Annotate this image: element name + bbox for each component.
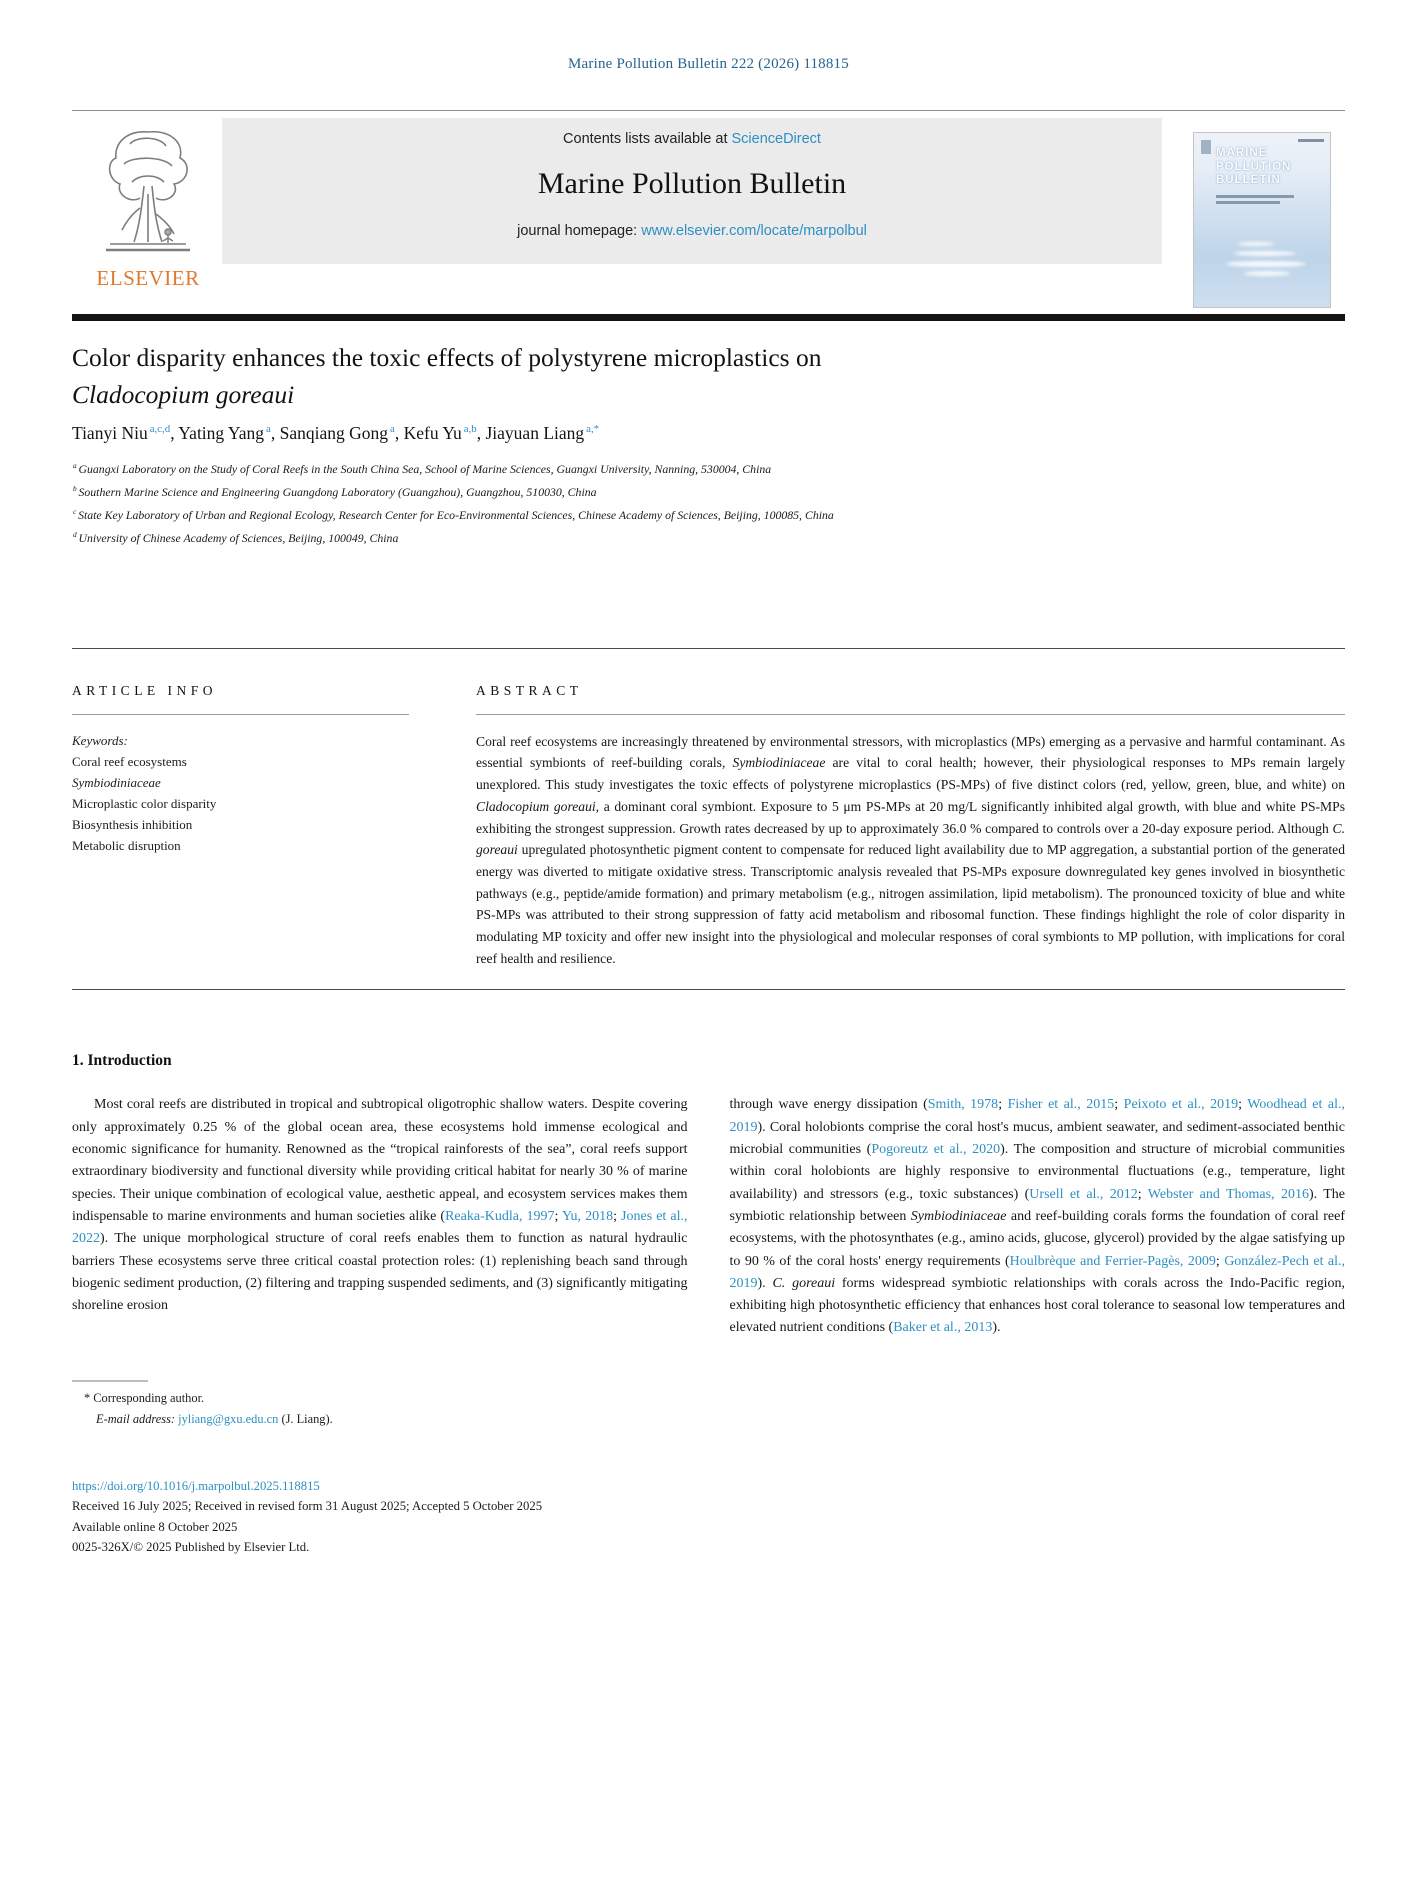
- cover-title: [1216, 147, 1291, 188]
- keyword-item: Symbiodiniaceae: [72, 774, 161, 790]
- elsevier-tree-icon: [96, 124, 200, 264]
- doi-link[interactable]: https://doi.org/10.1016/j.marpolbul.2025.118815: [72, 1478, 320, 1493]
- intro-left-column: [72, 1094, 688, 1339]
- keyword-item: Microplastic color disparity: [72, 795, 217, 811]
- cover-wave-graphic: [1226, 261, 1306, 267]
- text-segment: ). Coral holobionts comprise the coral host's mucus, ambient seawater, and sediment-associated benthic microbial communities (: [729, 1119, 1345, 1158]
- text-segment: (J. Liang).: [278, 1411, 333, 1426]
- text-segment: Contents lists available at: [563, 131, 732, 147]
- inline-link[interactable]: Jones et al., 2022: [72, 1208, 688, 1247]
- cover-wave-graphic: [1234, 251, 1296, 256]
- inline-link[interactable]: a,*: [586, 423, 600, 436]
- corresponding-author-note: * Corresponding author.: [84, 1390, 205, 1405]
- copyright-line: 0025-326X/© 2025 Published by Elsevier Ltd.: [72, 1540, 310, 1555]
- section-heading-introduction: 1. Introduction: [72, 1052, 172, 1070]
- inline-link[interactable]: ScienceDirect: [731, 131, 821, 147]
- inline-link[interactable]: Pogoreutz et al., 2020: [871, 1142, 1001, 1158]
- text-segment: b: [73, 483, 79, 493]
- inline-link[interactable]: Reaka-Kudla, 1997: [445, 1208, 555, 1224]
- affiliation-c: [72, 502, 1345, 525]
- article-info-column: [72, 683, 409, 970]
- inline-link[interactable]: Yu, 2018: [561, 1208, 614, 1224]
- abstract-body: [476, 731, 1345, 970]
- abstract-heading: ABSTRACT: [476, 682, 583, 698]
- text-segment: ). The composition and structure of microbial communities within coral holobionts are highly responsive to environmental fluctuations (e.g., temperature, light availability) and stressors (e.g., toxic substances) (: [729, 1142, 1345, 1202]
- masthead: [72, 118, 1345, 314]
- cover-title-line: BULLETIN: [1216, 174, 1281, 186]
- cover-title-line: MARINE: [1216, 147, 1268, 159]
- footnote-rule: [72, 1380, 148, 1382]
- masthead-box: [222, 118, 1162, 264]
- cover-title-line: POLLUTION: [1216, 160, 1292, 173]
- contents-line: [222, 118, 1162, 147]
- black-divider-bar: [72, 314, 1345, 321]
- text-segment: and reef-building corals forms the foundation of coral reef ecosystems, with the photosynthates (e.g., amino acids, glucose, glycerol) provided by the algae satisfying up to 90 % of the coral hosts' energy requirements (: [729, 1208, 1345, 1269]
- email-line: [72, 1409, 1345, 1430]
- keyword-item: Coral reef ecosystems: [72, 753, 187, 769]
- inline-link[interactable]: González-Pech et al., 2019: [729, 1253, 1345, 1291]
- inline-link[interactable]: Fisher et al., 2015: [1007, 1097, 1115, 1113]
- text-segment: , Kefu Yu: [394, 423, 462, 443]
- footnote-block: [72, 1380, 1345, 1430]
- abstract-column: [476, 683, 1345, 970]
- text-segment: d: [73, 529, 79, 539]
- text-segment: ;: [613, 1208, 622, 1224]
- cover-issn-placeholder: [1298, 139, 1324, 142]
- text-segment: Guangxi Laboratory on the Study of Coral Reefs in the South China Sea, School of Marine Sciences, Guangxi University, Nanning, 530004, China: [78, 461, 772, 476]
- cover-subtitle-placeholder: [1216, 201, 1280, 204]
- cover-elsevier-mark-icon: [1201, 140, 1211, 154]
- inline-link[interactable]: a,b: [463, 423, 477, 436]
- inline-link[interactable]: a: [390, 423, 395, 436]
- cover-wave-graphic: [1238, 242, 1274, 246]
- text-segment: ;: [1238, 1097, 1248, 1113]
- homepage-line: [222, 223, 1162, 239]
- text-segment: journal homepage:: [517, 223, 642, 239]
- text-segment: a: [73, 461, 79, 470]
- keywords-label: Keywords:: [72, 732, 128, 748]
- introduction-body: [72, 1094, 1345, 1339]
- publication-metadata: [72, 1476, 1345, 1558]
- affiliation-a: [72, 456, 1345, 479]
- inline-link[interactable]: Woodhead et al., 2019: [729, 1097, 1345, 1135]
- available-online-line: Available online 8 October 2025: [72, 1519, 238, 1534]
- text-segment: ;: [554, 1208, 562, 1224]
- text-segment: Cladocopium goreaui: [476, 798, 596, 814]
- text-segment: ).: [757, 1275, 773, 1291]
- inline-link[interactable]: Peixoto et al., 2019: [1123, 1097, 1239, 1113]
- elsevier-wordmark: ELSEVIER: [96, 266, 200, 290]
- affiliation-b: [72, 479, 1345, 502]
- inline-link[interactable]: Houlbrèque and Ferrier-Pagès, 2009: [1009, 1253, 1216, 1269]
- text-segment: are vital to coral health; however, their physiological responses to MPs remain largely unexplored. This study investigates the toxic effects of polystyrene microplastics (PS-MPs) of five distinct colors (red, yellow, green, blue, and white) on: [476, 755, 1345, 793]
- inline-link[interactable]: a: [266, 423, 271, 436]
- header-rule: [72, 110, 1345, 111]
- article-info-rule: [72, 714, 409, 715]
- inline-link[interactable]: Baker et al., 2013: [893, 1320, 993, 1336]
- article-info-heading: ARTICLE INFO: [72, 682, 218, 698]
- keyword-item: Biosynthesis inhibition: [72, 816, 193, 832]
- text-segment: , a dominant coral symbiont. Exposure to 5 μm PS-MPs at 20 mg/L significantly inhibited algal growth, with blue and white PS-MPs exhibiting the strongest suppression. Growth rates decreased by up to approximately 36.0 % compared to controls over a 20-day exposure period. Although: [476, 798, 1345, 836]
- inline-link[interactable]: Webster and Thomas, 2016: [1147, 1186, 1309, 1202]
- text-segment: Southern Marine Science and Engineering Guangdong Laboratory (Guangzhou), Guangzhou, 510030, China: [78, 484, 597, 499]
- keyword-item: Metabolic disruption: [72, 837, 181, 853]
- section-rule-bottom: [72, 989, 1345, 990]
- text-segment: , Sanqiang Gong: [270, 423, 389, 443]
- inline-link[interactable]: a,c,d: [149, 423, 171, 436]
- intro-right-column: [730, 1094, 1346, 1339]
- text-segment: Symbiodiniaceae: [910, 1208, 1007, 1224]
- inline-link[interactable]: www.elsevier.com/locate/marpolbul: [641, 223, 867, 239]
- text-segment: C. goreaui: [476, 820, 1345, 858]
- article-title-line1: Color disparity enhances the toxic effects of polystyrene microplastics on: [72, 343, 822, 372]
- inline-link[interactable]: Ursell et al., 2012: [1029, 1186, 1138, 1202]
- text-segment: Most coral reefs are distributed in tropical and subtropical oligotrophic shallow waters. Despite covering only approximately 0.25 % of the global ocean area, these ecosystems hold immense ecological and economic significance for humanity. Renowned as the “tropical rainforests of the sea”, coral reefs support extraordinary biodiversity and functional diversity while providing critical habitat for nearly 30 % of marine species. Their unique combination of ecological value, aesthetic appeal, and ecosystem services makes them indispensable to marine environments and human societies alike (: [72, 1097, 688, 1224]
- inline-link[interactable]: Smith, 1978: [927, 1097, 999, 1113]
- text-segment: Tianyi Niu: [72, 423, 148, 443]
- article-title-species: Cladocopium goreaui: [72, 380, 295, 409]
- info-abstract-section: [72, 649, 1345, 970]
- text-segment: , Jiayuan Liang: [476, 423, 585, 443]
- cover-wave-graphic: [1244, 271, 1290, 276]
- text-segment: ). The symbiotic relationship between: [729, 1186, 1346, 1224]
- text-segment: State Key Laboratory of Urban and Regional Ecology, Research Center for Eco-Environmental Sciences, Chinese Academy of Sciences, Beijing, 100085, China: [78, 507, 834, 522]
- received-line: Received 16 July 2025; Received in revised form 31 August 2025; Accepted 5 October 2025: [72, 1499, 543, 1514]
- text-segment: forms widespread symbiotic relationships with corals across the Indo-Pacific region, exhibiting high photosynthetic efficiency that enhances host coral tolerance to seasonal low temperatures and elevated nutrient conditions (: [729, 1275, 1345, 1336]
- text-segment: ;: [1215, 1253, 1225, 1269]
- text-segment: through wave energy dissipation (: [729, 1097, 928, 1113]
- abstract-rule: [476, 714, 1345, 715]
- text-segment: E-mail address:: [96, 1411, 179, 1426]
- text-segment: , Yating Yang: [170, 423, 265, 443]
- affiliation-d: [72, 525, 1345, 548]
- article-title: [72, 339, 1345, 413]
- authors-line: [72, 423, 1345, 444]
- affiliations: [72, 456, 1345, 548]
- text-segment: C. goreaui: [772, 1275, 836, 1291]
- text-segment: ).: [992, 1320, 1001, 1336]
- text-segment: Symbiodiniaceae: [732, 755, 826, 771]
- text-segment: ;: [1137, 1186, 1148, 1202]
- page-header-journal-ref: Marine Pollution Bulletin 222 (2026) 118815: [568, 56, 849, 72]
- text-segment: Coral reef ecosystems are increasingly threatened by environmental stressors, with microplastics (MPs) emerging as a pervasive and harmful contaminant. As essential symbionts of reef-building corals,: [476, 733, 1345, 771]
- elsevier-logo: [74, 124, 222, 312]
- journal-cover-thumbnail[interactable]: [1193, 132, 1331, 308]
- inline-link[interactable]: jyliang@gxu.edu.cn: [178, 1411, 279, 1426]
- text-segment: ;: [1114, 1097, 1124, 1113]
- text-segment: upregulated photosynthetic pigment content to compensate for reduced light availability due to MP aggregation, a substantial portion of the generated energy was diverted to mitigate oxidative stress. Transcriptomic analysis revealed that PS-MPs exposure downregulated key genes involved in biosynthetic pathways (e.g., peptide/amide formation) and primary metabolism (e.g., nitrogen assimilation, lipid metabolism). The pronounced toxicity of blue and white PS-MPs was attributed to their strong suppression of fatty acid metabolism and ribosomal function. These findings highlight the role of color disparity in modulating MP toxicity and offer new insight into the physiological and molecular responses of coral symbionts to MP pollution, with implications for coral reef health and resilience.: [476, 842, 1345, 966]
- cover-subtitle-placeholder: [1216, 195, 1294, 198]
- text-segment: University of Chinese Academy of Sciences, Beijing, 100049, China: [78, 530, 399, 545]
- text-segment: ;: [998, 1097, 1008, 1113]
- text-segment: ). The unique morphological structure of coral reefs enables them to function as natural hydraulic barriers These ecosystems serve three critical coastal protection roles: (1) replenishing beach sand through biogenic sediment production, (2) filtering and trapping suspended sediments, and (3) significantly mitigating shoreline erosion: [72, 1231, 688, 1314]
- journal-title: Marine Pollution Bulletin: [537, 167, 847, 200]
- text-segment: c: [73, 506, 79, 516]
